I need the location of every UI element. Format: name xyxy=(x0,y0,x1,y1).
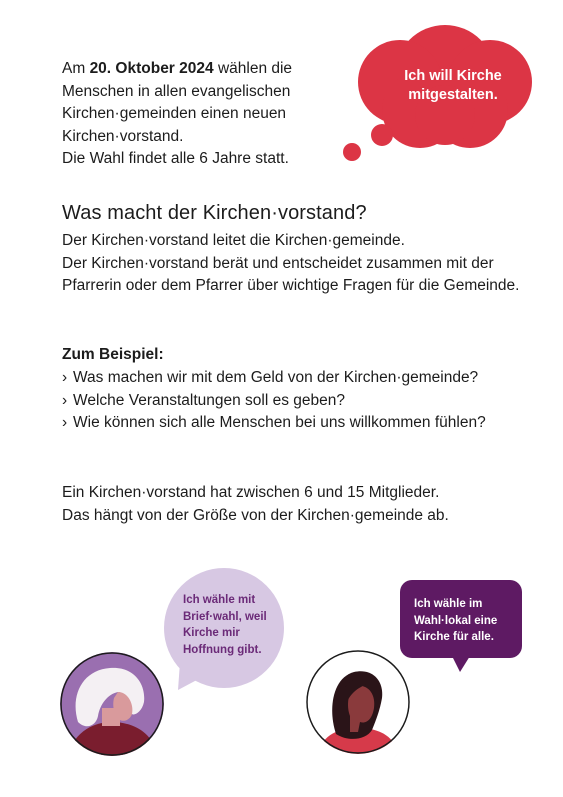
section-description xyxy=(62,230,532,298)
speech-bubble-2-text: Ich wähle im Wahl·lokal eine Kirche für alle. xyxy=(414,598,498,643)
chevron-right-icon: › xyxy=(62,414,68,431)
election-date: 20. Oktober 2024 xyxy=(89,60,214,77)
list-item: › Was machen wir mit dem Geld von der Kirchen·gemeinde? xyxy=(62,367,532,390)
members-line-1: Ein Kirchen·vorstand hat zwischen 6 und 15 Mitglieder. xyxy=(62,484,440,501)
members-line-2: Das hängt von der Größe von der Kirchen·gemeinde ab. xyxy=(62,506,449,524)
section-heading: Was macht der Kirchen·vorstand? xyxy=(62,202,367,224)
intro-text xyxy=(62,58,352,171)
examples-list xyxy=(62,367,532,435)
chevron-right-icon: › xyxy=(62,391,68,409)
avatar-young-woman-icon xyxy=(306,650,410,754)
intro-frequency: Die Wahl findet alle 6 Jahre statt. xyxy=(62,150,289,167)
intro-text-before: Am xyxy=(62,60,90,77)
section-para-1: Der Kirchen·vorstand leitet die Kirchen·gemeinde. xyxy=(62,232,405,249)
section-para-2: Der Kirchen·vorstand berät und entscheidet zusammen mit der Pfarrerin oder dem Pfarrer über wichtige Fragen für die Gemeinde. xyxy=(62,254,520,294)
speech-bubble-1-text: Ich wähle mit Brief·wahl, weil Kirche mir Hoffnung gibt. xyxy=(183,594,267,656)
chevron-right-icon: › xyxy=(62,369,68,386)
intro-text-after: wählen die Menschen in allen evangelischen Kirchen·gemeinden einen neuen Kirchen·vorstand. xyxy=(62,60,293,145)
list-item: › Welche Veranstaltungen soll es geben? xyxy=(62,390,532,413)
list-item: › Wie können sich alle Menschen bei uns willkommen fühlen? xyxy=(62,412,532,435)
members-info xyxy=(62,482,532,527)
avatar-older-woman-icon xyxy=(60,652,164,756)
examples-title: Zum Beispiel: xyxy=(62,346,164,363)
thought-cloud-text: Ich will Kirche mitgestalten. xyxy=(404,68,502,103)
